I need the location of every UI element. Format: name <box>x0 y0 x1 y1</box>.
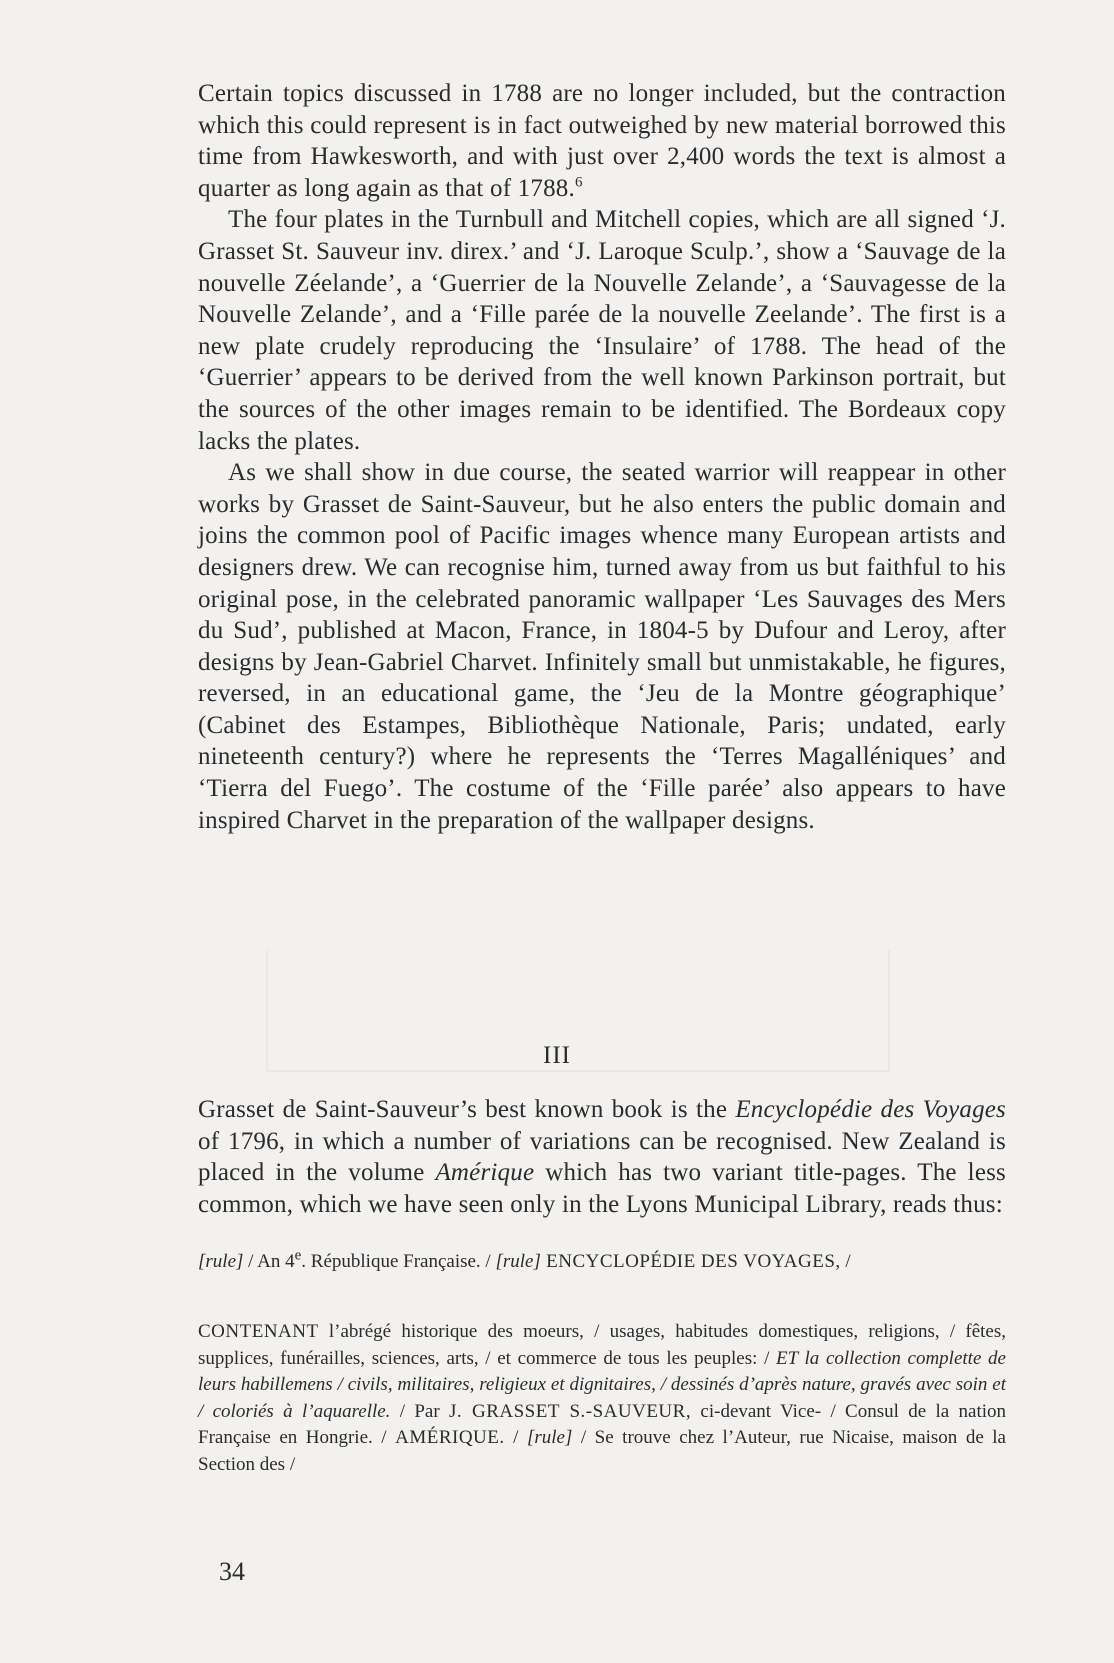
transcription-caps: J. GRASSET S.-SAUVEUR, <box>449 1400 692 1422</box>
book-title: Encyclopédie des Voyages <box>735 1096 1006 1123</box>
paragraph-4-part-3: which has two variant title-pages. The less common, which we have seen only in the Lyons Municipal Library, reads thus: <box>198 1159 1006 1218</box>
title-page-transcription-line-1 <box>198 1249 1006 1276</box>
paragraph-4-part-1: Grasset de Saint-Sauveur’s best known book is the <box>198 1096 736 1123</box>
transcription-text: . République Française. / <box>301 1251 496 1272</box>
transcription-caps: CONTENANT <box>198 1321 319 1342</box>
title-page-transcription-block <box>198 1319 1006 1478</box>
paragraph-3: As we shall show in due course, the seated warrior will reappear in other works by Grasset de Saint-Sauveur, but he also enters the public domain and joins the common pool of Pacific images whence many European artists and designers drew. We can recognise him, turned away from us but faithful to his original pose, in the celebrated panoramic wallpaper ‘Les Sauvages des Mers du Sud’, published at Macon, France, in 1804-5 by Dufour and Leroy, after designs by Jean-Gabriel Charvet. Infinitely small but unmistakable, he figures, reversed, in an educational game, the ‘Jeu de la Montre géographique’ (Cabinet des Estampes, Bibliothèque Nationale, Paris; undated, early nineteenth century?) where he represents the ‘Terres Magalléniques’ and ‘Tierra del Fuego’. The costume of the ‘Fille parée’ also appears to have inspired Charvet in the preparation of the wallpaper designs. <box>198 459 1006 834</box>
paragraph-4 <box>198 1094 1006 1220</box>
ordinal-superscript: e <box>294 1247 302 1264</box>
volume-title: Amérique <box>435 1159 535 1187</box>
paragraph-4-part-2: of 1796, in which a number of variations can be recognised. New Zealand is placed in the volume <box>198 1127 1006 1187</box>
transcription-text: / <box>840 1251 851 1272</box>
transcription-caps: ENCYCLOPÉDIE DES VOYAGES, <box>540 1251 841 1272</box>
transcription-text: l’abrégé historique des moeurs, / usages, habitudes domestiques, religions, / fêtes, supplices, funérailles, sciences, arts, / et commerce de tous les peuples: / <box>198 1321 1006 1369</box>
transcription-caps: AMÉRIQUE. <box>395 1427 505 1448</box>
paragraph-1-text: Certain topics discussed in 1788 are no longer included, but the contraction which this could represent is in fact outweighed by new material borrowed this time from Hawkesworth, and with just over 2,400 words the text is almost a quarter as long again as that of 1788. <box>198 80 1006 202</box>
rule-marker: [rule] <box>526 1427 573 1448</box>
section-heading: III <box>543 1042 571 1069</box>
transcription-text: / Se trouve chez l’Auteur, rue Nicaise, maison de la Section des / <box>198 1427 1006 1475</box>
transcription-text: / An 4 <box>243 1251 295 1272</box>
section-iii-text <box>198 1094 1006 1220</box>
rule-marker: [rule] <box>495 1251 541 1272</box>
main-text-column <box>198 78 1006 836</box>
rule-marker: [rule] <box>198 1251 244 1272</box>
transcription-text: / <box>504 1427 527 1448</box>
paragraph-2: The four plates in the Turnbull and Mitchell copies, which are all signed ‘J. Grasset St. Sauveur inv. direx.’ and ‘J. Laroque Sculp.’, show a ‘Sauvage de la nouvelle Zéelande’, a ‘Guerrier de la Nouvelle Zelande’, a ‘Sauvagesse de la Nouvelle Zelande’, and a ‘Fille parée de la nouvelle Zeelande’. The first is a new plate crudely reproducing the ‘Insulaire’ of 1788. The head of the ‘Guerrier’ appears to be derived from the well known Parkinson portrait, but the sources of the other images remain to be identified. The Bordeaux copy lacks the plates. <box>198 206 1006 455</box>
footnote-marker: 6 <box>574 174 583 191</box>
paragraph-1 <box>198 78 1006 204</box>
transcription-text: / Par <box>390 1400 450 1422</box>
transcription-italic: ET la collection complette de leurs habillemens / civils, militaires, religieux et dignitaires, / dessinés d’après nature, gravés avec soin et / coloriés à l’aquarelle. <box>198 1347 1006 1422</box>
page-number: 34 <box>219 1557 245 1586</box>
transcription-text: ci-devant Vice- / Consul de la nation Française en Hongrie. / <box>198 1400 1007 1448</box>
